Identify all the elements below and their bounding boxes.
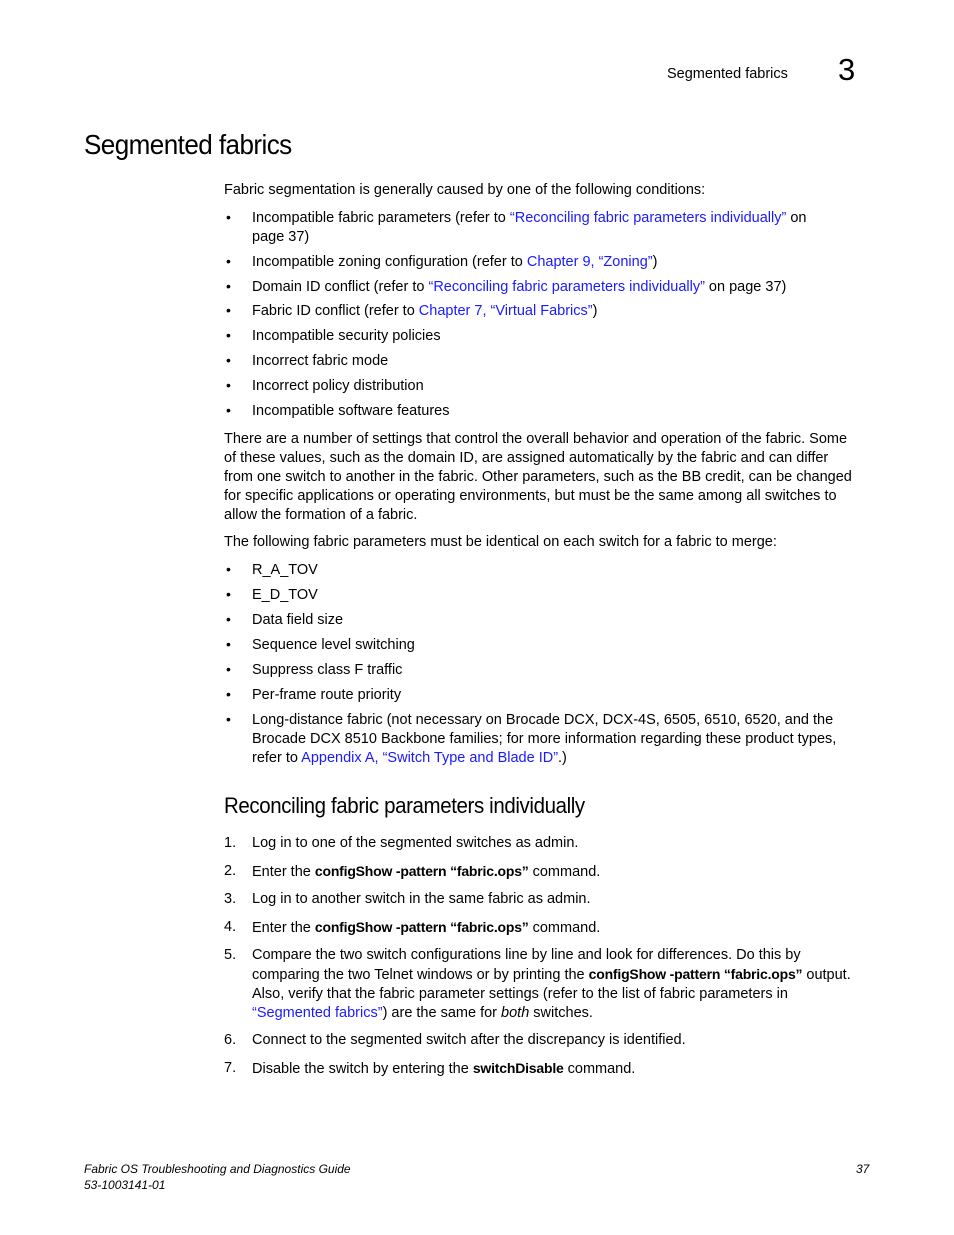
- step-text-part: command.: [528, 920, 601, 936]
- cross-reference-link[interactable]: “Reconciling fabric parameters individually”: [509, 210, 787, 226]
- step-text-part: comparing the two Telnet windows or by printing the: [252, 967, 589, 983]
- step-text: [252, 862, 872, 882]
- list-item: R_A_TOV: [252, 562, 318, 578]
- list-item-text: on page 37): [704, 279, 787, 295]
- bullet-icon: •: [226, 586, 231, 602]
- chapter-number: 3: [838, 52, 856, 87]
- step-text: [252, 1059, 872, 1079]
- step-text-part: Compare the two switch configurations line by line and look for differences. Do this by: [252, 947, 801, 963]
- bullet-icon: •: [226, 686, 231, 702]
- list-item-text: page 37): [252, 229, 310, 245]
- emphasis-text: both: [501, 1005, 530, 1021]
- running-header-title: Segmented fabrics: [667, 66, 788, 82]
- step-text-part: command.: [528, 864, 601, 880]
- list-item: [252, 302, 872, 321]
- step-number: 5.: [224, 947, 237, 963]
- list-item-text: Long-distance fabric (not necessary on Brocade DCX, DCX-4S, 6505, 6510, 6520, and the: [252, 712, 834, 728]
- step-text: Connect to the segmented switch after the discrepancy is identified.: [252, 1032, 686, 1048]
- step-number: 1.: [224, 835, 237, 851]
- bullet-icon: •: [226, 253, 231, 269]
- footer-guide-title: Fabric OS Troubleshooting and Diagnostics Guide: [84, 1162, 351, 1176]
- step-text: [252, 946, 872, 1023]
- list-item: Incorrect fabric mode: [252, 353, 389, 369]
- paragraph-line: There are a number of settings that control the overall behavior and operation of the fabric. Some: [224, 431, 848, 447]
- bullet-icon: •: [226, 711, 231, 727]
- bullet-icon: •: [226, 209, 231, 225]
- bullet-icon: •: [226, 377, 231, 393]
- command-text: configShow -pattern “fabric.ops”: [588, 966, 803, 982]
- step-text-part: ) are the same for: [382, 1005, 502, 1021]
- command-text: configShow -pattern “fabric.ops”: [314, 919, 529, 935]
- section-heading: Reconciling fabric parameters individually: [224, 793, 585, 818]
- page-number: 37: [856, 1162, 870, 1176]
- bullet-icon: •: [226, 661, 231, 677]
- bullet-icon: •: [226, 636, 231, 652]
- intro-paragraph: Fabric segmentation is generally caused by one of the following conditions:: [224, 182, 706, 198]
- appendix-link[interactable]: Appendix A, “Switch Type and Blade ID”: [301, 750, 559, 766]
- step-number: 2.: [224, 863, 237, 879]
- cross-reference-link[interactable]: “Reconciling fabric parameters individually”: [428, 279, 705, 295]
- chapter-link[interactable]: Chapter 9, “Zoning”: [526, 254, 653, 270]
- list-item-text: ): [652, 254, 658, 270]
- step-text-part: command.: [563, 1061, 636, 1077]
- list-item-text: Incompatible fabric parameters (refer to: [252, 210, 510, 226]
- list-item-text: Brocade DCX 8510 Backbone families; for more information regarding these product types,: [252, 731, 837, 747]
- command-text: configShow -pattern “fabric.ops”: [314, 863, 529, 879]
- list-item-text: refer to: [252, 750, 302, 766]
- page-title: Segmented fabrics: [84, 129, 292, 160]
- bullet-icon: •: [226, 302, 231, 318]
- footer-doc-id: 53-1003141-01: [84, 1178, 166, 1192]
- step-text-part: Disable the switch by entering the: [252, 1061, 473, 1077]
- list-item: Incompatible software features: [252, 403, 450, 419]
- command-text: switchDisable: [472, 1060, 564, 1076]
- settings-paragraph: [224, 430, 874, 525]
- bullet-icon: •: [226, 327, 231, 343]
- step-number: 7.: [224, 1060, 237, 1076]
- step-text-part: output.: [802, 967, 851, 983]
- step-text-part: Enter the: [252, 920, 315, 936]
- step-text: Log in to another switch in the same fabric as admin.: [252, 891, 591, 907]
- bullet-icon: •: [226, 561, 231, 577]
- list-item: Suppress class F traffic: [252, 662, 403, 678]
- list-item-text: Fabric ID conflict (refer to: [252, 303, 419, 319]
- cross-reference-link[interactable]: “Segmented fabrics”: [252, 1005, 383, 1021]
- bullet-icon: •: [226, 402, 231, 418]
- step-text-part: Enter the: [252, 864, 315, 880]
- chapter-link[interactable]: Chapter 7, “Virtual Fabrics”: [418, 303, 593, 319]
- paragraph-line: of these values, such as the domain ID, are assigned automatically by the fabric and can differ: [224, 450, 829, 466]
- list-item-text: .): [558, 750, 567, 766]
- list-item: Incorrect policy distribution: [252, 378, 424, 394]
- step-number: 4.: [224, 919, 237, 935]
- step-text: Log in to one of the segmented switches as admin.: [252, 835, 579, 851]
- step-text-part: Also, verify that the fabric parameter settings (refer to the list of fabric parameters in: [252, 986, 788, 1002]
- list-item: [252, 209, 872, 247]
- list-item: Per-frame route priority: [252, 687, 402, 703]
- list-item: [252, 278, 872, 297]
- step-text: [252, 918, 872, 938]
- step-text-part: switches.: [529, 1005, 593, 1021]
- step-number: 3.: [224, 891, 237, 907]
- list-item: E_D_TOV: [252, 587, 318, 603]
- bullet-icon: •: [226, 278, 231, 294]
- list-item-text: ): [592, 303, 598, 319]
- list-item-text: Incompatible zoning configuration (refer to: [252, 254, 527, 270]
- parameters-intro: The following fabric parameters must be identical on each switch for a fabric to merge:: [224, 534, 777, 550]
- paragraph-line: for specific applications or operating environments, but must be the same among all switches to: [224, 488, 837, 504]
- list-item: Incompatible security policies: [252, 328, 441, 344]
- paragraph-line: from one switch to another in the fabric. Other parameters, such as the BB credit, can be changed: [224, 469, 852, 485]
- list-item-text: on: [786, 210, 807, 226]
- list-item: [252, 253, 872, 272]
- step-number: 6.: [224, 1032, 237, 1048]
- list-item: Sequence level switching: [252, 637, 415, 653]
- list-item-text: Domain ID conflict (refer to: [252, 279, 429, 295]
- bullet-icon: •: [226, 352, 231, 368]
- list-item: [252, 711, 872, 768]
- paragraph-line: allow the formation of a fabric.: [224, 507, 418, 523]
- list-item: Data field size: [252, 612, 344, 628]
- bullet-icon: •: [226, 611, 231, 627]
